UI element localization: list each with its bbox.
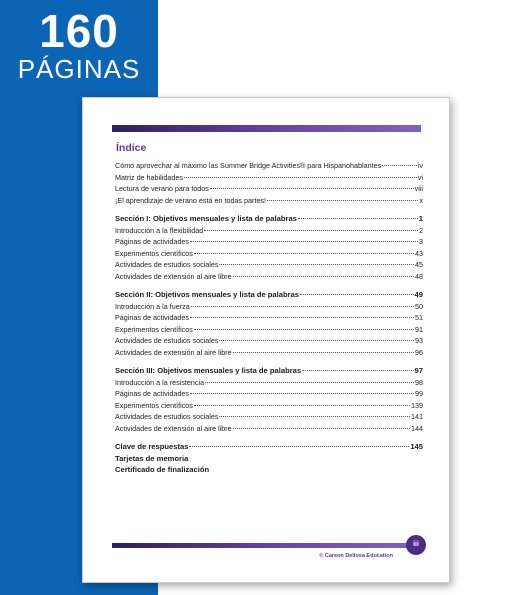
toc-entry [115,195,423,207]
dot-leader [194,405,410,406]
dot-leader [302,370,413,371]
toc-group [115,441,423,476]
table-of-contents [115,160,423,483]
toc-section-heading [115,213,423,225]
toc-entry [115,236,423,248]
dot-leader [190,393,414,394]
toc-entry-page: iv [417,161,423,170]
toc-entry [115,160,423,172]
dot-leader [189,446,409,447]
toc-entry-page: 91 [415,324,423,334]
dot-leader [300,294,414,295]
page-count-number: 160 [39,5,119,57]
dot-leader [219,264,414,265]
toc-group [115,213,423,282]
toc-entry-title: Actividades de estudios sociales [115,412,219,421]
toc-entry-title: Cómo aprovechar al máximo las Summer Bridge Activities® para Hispanohablantes [115,161,382,170]
toc-entry [115,271,423,283]
dot-leader [190,317,414,318]
page-number-badge: iii [406,535,426,555]
toc-entry-title: Sección II: Objetivos mensuales y lista de palabras [115,290,300,299]
toc-group [115,289,423,358]
toc-entry-page: 139 [411,400,423,410]
toc-entry-page: x [419,195,423,205]
toc-entry-title: Introducción a la resistencia [115,377,205,387]
toc-entry [115,301,423,313]
toc-entry-page: 50 [415,301,423,311]
toc-entry-page: vi [417,172,423,182]
toc-entry [115,324,423,336]
toc-entry-page: 96 [415,347,423,357]
toc-entry-title: Sección I: Objetivos mensuales y lista de palabras [115,214,297,223]
toc-section-heading [115,289,423,301]
toc-section-heading [115,365,423,377]
toc-entry-title: Lectura de verano para todos [115,184,209,193]
dot-leader [267,200,418,201]
toc-entry [115,259,423,271]
toc-entry-title: Sección III: Objetivos mensuales y lista de palabras [115,366,302,375]
toc-entry-title: Introducción a la flexibilidad [115,225,204,235]
dot-leader [191,306,414,307]
toc-entry [115,248,423,260]
dot-leader [382,165,417,166]
dot-leader [184,177,417,178]
toc-entry-page: 141 [411,412,423,421]
toc-entry-page: 99 [415,389,423,398]
toc-group [115,160,423,206]
publisher-credit: © Carson Dellosa Education [319,553,393,559]
toc-entry-title: Clave de respuestas [115,442,189,451]
toc-entry [115,183,423,195]
dot-leader [205,382,414,383]
toc-entry-page: 3 [419,237,423,246]
toc-entry-page: 49 [414,290,423,299]
dot-leader [233,352,414,353]
toc-entry-page: 2 [419,225,423,235]
toc-entry-page: viii [414,184,423,193]
book-page [82,97,450,583]
toc-entry-title: Tarjetas de memoria [115,453,189,463]
dot-leader [194,253,414,254]
toc-entry [115,377,423,389]
toc-section-heading [115,464,423,476]
dot-leader [190,241,418,242]
toc-entry-title: Actividades de extensión al aire libre [115,347,232,357]
toc-entry-title: Actividades de estudios sociales [115,260,219,269]
dot-leader [233,428,410,429]
toc-entry-page: 145 [410,442,423,451]
page-count-label: PÁGINAS [17,54,141,84]
toc-entry [115,423,423,435]
dot-leader [194,329,414,330]
page-title: Índice [116,142,147,154]
dot-leader [219,340,414,341]
toc-entry-title: Matriz de habilidades [115,172,183,182]
toc-entry [115,225,423,237]
toc-entry-title: Introducción a la fuerza [115,301,190,311]
toc-entry-title: Certificado de finalización [115,465,210,474]
toc-entry-page: 45 [415,260,423,269]
toc-entry-title: Páginas de actividades [115,237,189,246]
toc-entry-title: Experimentos científicos [115,324,193,334]
toc-entry-page: 48 [415,271,423,281]
bottom-accent-bar [112,543,412,548]
dot-leader [219,416,410,417]
dot-leader [204,230,418,231]
toc-section-heading [115,441,423,453]
toc-entry-title: Actividades de estudios sociales [115,336,219,345]
toc-entry [115,347,423,359]
toc-entry-title: Actividades de extensión al aire libre [115,271,232,281]
toc-entry [115,400,423,412]
toc-entry-page: 97 [414,366,423,375]
toc-entry-page: 43 [415,248,423,258]
toc-section-heading [115,453,423,465]
toc-entry [115,172,423,184]
toc-entry-title: Experimentos científicos [115,400,193,410]
toc-entry-page: 98 [415,377,423,387]
toc-entry-title: Actividades de extensión al aire libre [115,423,232,433]
toc-entry [115,388,423,400]
toc-entry [115,312,423,324]
toc-entry [115,411,423,423]
dot-leader [298,218,418,219]
toc-entry-page: 93 [415,336,423,345]
toc-entry-title: Páginas de actividades [115,389,189,398]
dot-leader [210,188,414,189]
toc-entry-page: 1 [418,214,423,223]
toc-entry-title: Páginas de actividades [115,313,189,322]
toc-entry-page: 144 [411,423,423,433]
dot-leader [233,276,414,277]
top-accent-bar [112,125,421,132]
toc-entry-title: ¡El aprendizaje de verano está en todas partes! [115,195,267,205]
toc-entry-title: Experimentos científicos [115,248,193,258]
toc-entry [115,335,423,347]
toc-entry-page: 51 [415,313,423,322]
toc-group [115,365,423,434]
page-count-badge [0,0,158,84]
